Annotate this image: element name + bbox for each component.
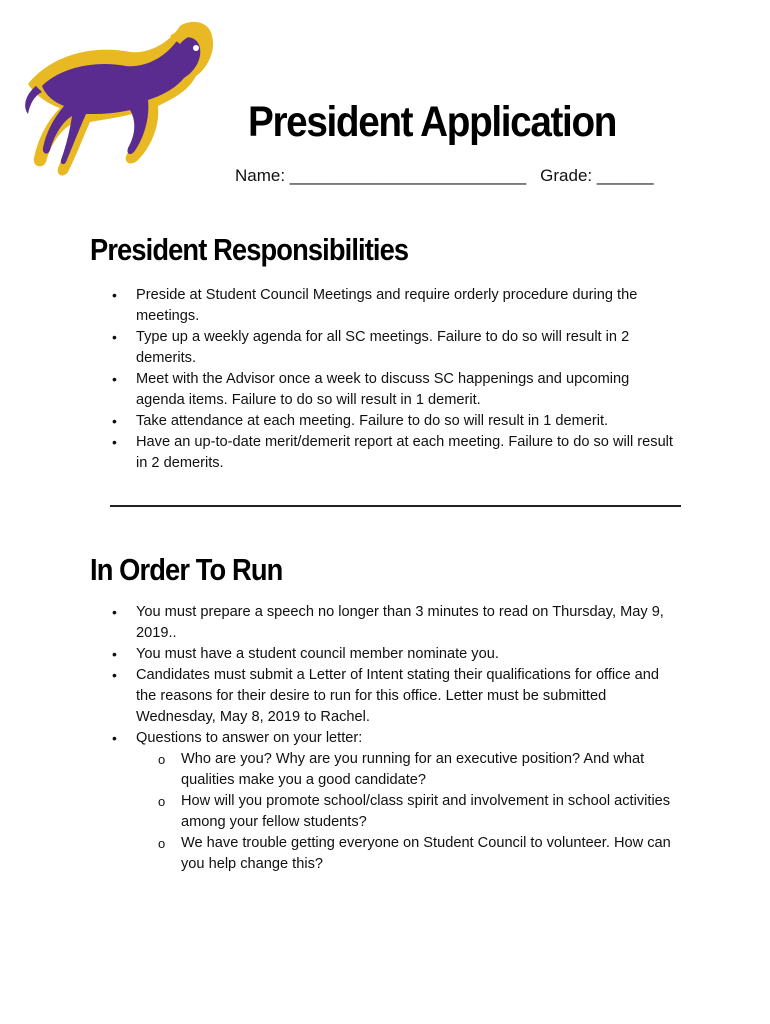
list-item: • Type up a weekly agenda for all SC meetings. Failure to do so will result in 2 demerits. bbox=[110, 327, 680, 369]
list-item: • Take attendance at each meeting. Failure to do so will result in 1 demerit. bbox=[110, 411, 680, 432]
run-heading: In Order To Run bbox=[90, 552, 283, 587]
list-item: • Meet with the Advisor once a week to discuss SC happenings and upcoming agenda items. Failure to do so will result in 1 demerit. bbox=[110, 369, 680, 411]
responsibilities-list bbox=[110, 285, 680, 474]
questions-sublist bbox=[136, 749, 680, 875]
sub-list-item: o We have trouble getting everyone on Student Council to volunteer. How can you help change this? bbox=[136, 833, 680, 875]
name-grade-line bbox=[235, 166, 654, 186]
grade-field[interactable]: Grade: ______ bbox=[540, 166, 654, 185]
section-divider bbox=[110, 505, 681, 507]
list-item-questions bbox=[110, 728, 680, 875]
list-item: • Have an up-to-date merit/demerit report at each meeting. Failure to do so will result in 2 demerits. bbox=[110, 432, 680, 474]
questions-label: Questions to answer on your letter: bbox=[136, 730, 363, 746]
responsibilities-heading: President Responsibilities bbox=[90, 232, 409, 267]
list-item: • You must prepare a speech no longer than 3 minutes to read on Thursday, May 9, 2019.. bbox=[110, 602, 680, 644]
sub-list-item: o How will you promote school/class spirit and involvement in school activities among your fellow students? bbox=[136, 791, 680, 833]
run-list bbox=[110, 602, 680, 875]
sub-list-item: o Who are you? Why are you running for an executive position? And what qualities make you a good candidate? bbox=[136, 749, 680, 791]
bucking-horse-logo bbox=[20, 14, 220, 180]
page-title: President Application bbox=[248, 98, 617, 146]
list-item: • Preside at Student Council Meetings and require orderly procedure during the meetings. bbox=[110, 285, 680, 327]
name-field[interactable]: Name: _________________________ bbox=[235, 166, 527, 185]
list-item: • Candidates must submit a Letter of Intent stating their qualifications for office and the reasons for their desire to run for this office. Letter must be submitted Wednesday, May 8, 2019 to Rachel. bbox=[110, 665, 680, 728]
list-item: • You must have a student council member nominate you. bbox=[110, 644, 680, 665]
